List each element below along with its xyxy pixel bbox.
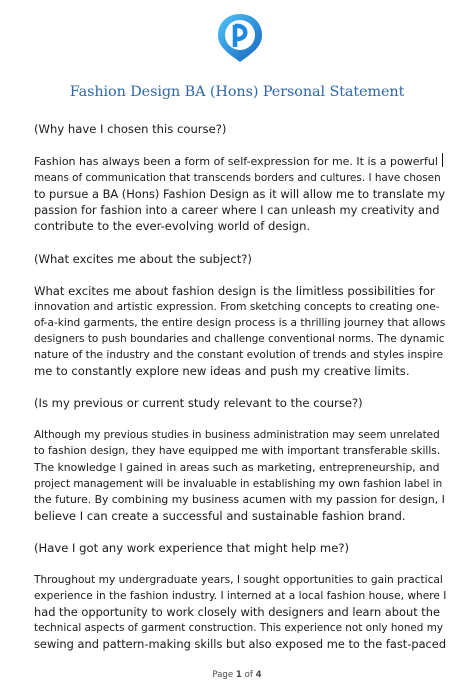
- text-line[interactable]: to fashion design, they have equipped me with important transferable skills.: [34, 445, 441, 458]
- text-line[interactable]: believe I can create a successful and sustainable fashion brand.: [34, 508, 406, 523]
- question-heading: [34, 395, 446, 411]
- text-line: (What excites me about the subject?): [34, 251, 252, 266]
- page-label: Page: [212, 670, 236, 680]
- text-line[interactable]: contribute to the ever-evolving world of design.: [34, 219, 311, 234]
- current-page-number: 1: [235, 670, 242, 680]
- document-body: [34, 121, 446, 668]
- text-line: (Is my previous or current study relevant to the course?): [34, 396, 363, 411]
- text-line[interactable]: of-a-kind garments, the entire design process is a thrilling journey that allows: [34, 316, 446, 329]
- text-line[interactable]: the future. By combining my business acumen with my passion for design, I: [34, 492, 445, 506]
- text-line[interactable]: sewing and pattern-making skills but also exposed me to the fast-paced: [34, 637, 447, 652]
- paragraph[interactable]: [34, 427, 446, 524]
- text-line[interactable]: technical aspects of garment construction. This experience not only honed my: [34, 622, 443, 635]
- text-line[interactable]: project management will be invaluable in establishing my own fashion label in: [34, 477, 443, 490]
- text-line[interactable]: The knowledge I gained in areas such as marketing, entrepreneurship, and: [34, 460, 440, 474]
- paragraph[interactable]: [34, 153, 446, 234]
- text-line: (Why have I chosen this course?): [34, 122, 227, 136]
- page-number-footer: [0, 670, 474, 680]
- question-heading: [34, 540, 446, 556]
- text-line: (Have I got any work experience that might help me?): [34, 540, 350, 555]
- text-line[interactable]: Although my previous studies in business administration may seem unrelated: [34, 429, 440, 442]
- text-line[interactable]: to pursue a BA (Hons) Fashion Design as it will allow me to translate my: [34, 187, 446, 202]
- text-line[interactable]: Fashion has always been a form of self-expression for me. It is a powerful: [34, 155, 438, 169]
- p-letter-logo-icon: [216, 12, 264, 64]
- text-line[interactable]: nature of the industry and the constant evolution of trends and styles inspire: [34, 349, 444, 362]
- document-title: Fashion Design BA (Hons) Personal Statement: [69, 84, 405, 100]
- paragraph[interactable]: [34, 283, 446, 380]
- page-of-label: of: [241, 670, 256, 680]
- question-heading: [34, 251, 446, 267]
- text-line[interactable]: means of communication that transcends borders and cultures. I have chosen: [34, 172, 441, 185]
- total-page-count: 4: [255, 670, 262, 680]
- text-line[interactable]: me to constantly explore new ideas and push my creative limits.: [34, 364, 410, 379]
- text-line[interactable]: designers to push boundaries and challenge conventional norms. The dynamic: [34, 332, 445, 345]
- text-line[interactable]: Throughout my undergraduate years, I sought opportunities to gain practical: [34, 573, 443, 586]
- text-line[interactable]: innovation and artistic expression. From sketching concepts to creating one-: [34, 300, 440, 313]
- paragraph[interactable]: [34, 572, 446, 652]
- text-line[interactable]: experience in the fashion industry. I interned at a local fashion house, where I: [34, 590, 447, 603]
- text-line[interactable]: What excites me about fashion design is the limitless possibilities for: [34, 283, 435, 298]
- text-cursor: [442, 153, 443, 167]
- text-line[interactable]: passion for fashion into a career where I can unleash my creativity and: [34, 203, 440, 218]
- question-heading: [34, 121, 446, 137]
- text-line[interactable]: had the opportunity to work closely with designers and learn about the: [34, 605, 440, 620]
